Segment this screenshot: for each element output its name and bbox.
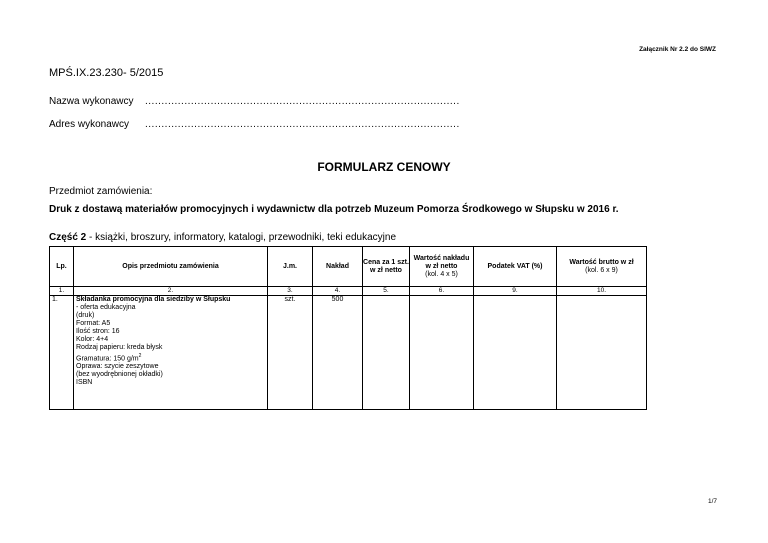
page-title: FORMULARZ CENOWY (317, 160, 451, 174)
row-net-value-cell[interactable] (410, 296, 474, 410)
grammage-superscript: 2 (138, 353, 142, 359)
row-unit-price-cell[interactable] (363, 296, 410, 410)
col-header-unit-price: Cena za 1 szt. w zł netto (363, 247, 410, 287)
col-number: 1. (50, 287, 74, 296)
col-number: 2. (74, 287, 268, 296)
col-header-net-value (410, 247, 474, 287)
table-header-row (50, 247, 647, 287)
row-unit: szt. (268, 296, 313, 410)
col-header-unit: J.m. (268, 247, 313, 287)
row-lp: 1. (50, 296, 74, 410)
subject-label: Przedmiot zamówienia: (49, 186, 153, 197)
subject-text: Druk z dostawą materiałów promocyjnych i wydawnictw dla potrzeb Muzeum Pomorza Środkowego w Słupsku w 2016 r. (49, 204, 619, 215)
col-header-net-value-formula: (kol. 4 x 5) (425, 270, 458, 278)
col-number: 6. (410, 287, 474, 296)
item-title: Składanka promocyjna dla siedziby w Słupsku (76, 296, 231, 303)
desc-line: (bez wyodrębnionej okładki) (76, 371, 163, 379)
contractor-name-label: Nazwa wykonawcy (49, 96, 134, 107)
desc-line: (druk) (76, 312, 95, 319)
desc-line: Kolor: 4+4 (76, 336, 109, 343)
attachment-label: Załącznik Nr 2.2 do SIWZ (639, 46, 716, 53)
part-text: - książki, broszury, informatory, katalogi, przewodniki, teki edukacyjne (86, 232, 397, 243)
desc-line: ISBN (76, 379, 93, 387)
row-gross-value-cell[interactable] (557, 296, 647, 410)
part-prefix: Część 2 (49, 232, 87, 243)
col-number: 4. (313, 287, 363, 296)
contractor-name-field[interactable]: ................................................................................................ (145, 96, 460, 107)
col-header-gross-value (557, 247, 647, 287)
price-table (49, 246, 647, 410)
col-header-lp: Lp. (50, 247, 74, 287)
row-quantity: 500 (313, 296, 363, 410)
column-number-row (50, 287, 647, 296)
col-number: 9. (474, 287, 557, 296)
grammage-text: Gramatura: 150 g/m (76, 355, 139, 363)
desc-line-grammage (74, 352, 267, 363)
desc-line: Oprawa: szycie zeszytowe (76, 363, 159, 371)
col-number: 5. (363, 287, 410, 296)
desc-line: Ilość stron: 16 (76, 328, 120, 335)
row-vat-cell[interactable] (474, 296, 557, 410)
desc-line: Format: A5 (76, 320, 111, 327)
desc-line: Rodzaj papieru: kreda błysk (76, 344, 163, 351)
col-header-gross-value-label: Wartość brutto w zł (569, 258, 634, 266)
col-header-net-value-label: Wartość nakładu w zł netto (413, 254, 470, 270)
col-header-quantity: Nakład (313, 247, 363, 287)
col-header-description: Opis przedmiotu zamówienia (74, 247, 268, 287)
contractor-address-field[interactable]: ................................................................................................ (145, 119, 460, 130)
col-header-vat: Podatek VAT (%) (474, 247, 557, 287)
contractor-address-label: Adres wykonawcy (49, 119, 130, 130)
col-number: 3. (268, 287, 313, 296)
row-description (74, 296, 268, 410)
col-number: 10. (557, 287, 647, 296)
table-row (50, 296, 647, 410)
part-heading (49, 232, 396, 243)
col-header-gross-value-formula: (kol. 6 x 9) (585, 266, 618, 274)
desc-line: - oferta edukacyjna (76, 304, 136, 311)
reference-number: MPŚ.IX.23.230- 5/2015 (49, 67, 164, 79)
page-number: 1/7 (707, 498, 717, 505)
